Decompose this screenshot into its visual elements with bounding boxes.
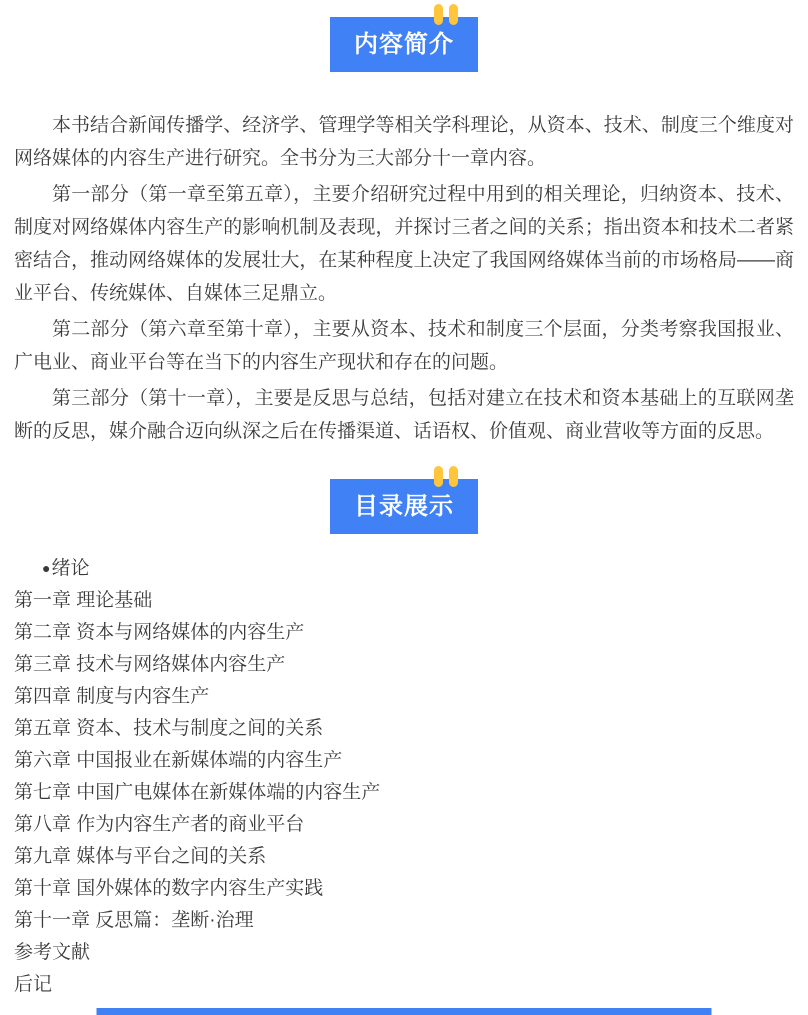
toc-item-ch10: 第十章 国外媒体的数字内容生产实践 (14, 878, 324, 899)
toc-item-preface (14, 552, 794, 585)
toc-item-ch6: 第六章 中国报业在新媒体端的内容生产 (14, 750, 343, 771)
toc-item-ch8: 第八章 作为内容生产者的商业平台 (14, 814, 305, 835)
toc-banner-wrap (330, 479, 478, 534)
intro-paragraph-1: 本书结合新闻传播学、经济学、管理学等相关学科理论，从资本、技术、制度三个维度对网络媒体的内容生产进行研究。全书分为三大部分十一章内容。 (14, 115, 794, 169)
toc-item-ch5: 第五章 资本、技术与制度之间的关系 (14, 718, 324, 739)
toc-item-ch4: 第四章 制度与内容生产 (14, 686, 210, 707)
toc-item-references: 参考文献 (14, 942, 91, 963)
intro-paragraph-2: 第一部分（第一章至第五章），主要介绍研究过程中用到的相关理论，归纳资本、技术、制度对网络媒体内容生产的影响机制及表现，并探讨三者之间的关系；指出资本和技术二者紧密结合，推动网络媒体的发展壮大，在某种程度上决定了我国网络媒体当前的市场格局——商业平台、传统媒体、自媒体三足鼎立。 (14, 184, 794, 304)
toc-item-ch2: 第二章 资本与网络媒体的内容生产 (14, 622, 305, 643)
footer-bar (97, 1008, 712, 1015)
toc-item-ch1: 第一章 理论基础 (14, 590, 153, 611)
quote-marks-icon (434, 466, 458, 487)
toc-item-ch3: 第三章 技术与网络媒体内容生产 (14, 654, 286, 675)
intro-banner-wrap (330, 0, 478, 72)
intro-banner (330, 17, 478, 72)
toc-list (0, 552, 808, 1015)
intro-paragraphs (0, 109, 808, 448)
quote-marks-icon (434, 4, 458, 25)
intro-paragraph-3: 第二部分（第六章至第十章），主要从资本、技术和制度三个层面，分类考察我国报业、广电业、商业平台等在当下的内容生产现状和存在的问题。 (14, 319, 794, 373)
toc-banner-label: 目录展示 (354, 492, 454, 520)
toc-item-ch9: 第九章 媒体与平台之间的关系 (14, 846, 267, 867)
toc-item-ch7: 第七章 中国广电媒体在新媒体端的内容生产 (14, 782, 381, 803)
toc-preface-label: 绪论 (51, 558, 90, 579)
intro-banner-label: 内容简介 (354, 30, 454, 58)
intro-paragraph-4: 第三部分（第十一章），主要是反思与总结，包括对建立在技术和资本基础上的互联网垄断的反思，媒介融合迈向纵深之后在传播渠道、话语权、价值观、商业营收等方面的反思。 (14, 388, 794, 442)
toc-section (0, 479, 808, 1015)
toc-banner (330, 479, 478, 534)
toc-item-postscript: 后记 (14, 974, 53, 995)
intro-section (0, 0, 808, 448)
bullet-icon: ● (42, 560, 51, 576)
toc-item-ch11: 第十一章 反思篇：垄断·治理 (14, 910, 254, 931)
